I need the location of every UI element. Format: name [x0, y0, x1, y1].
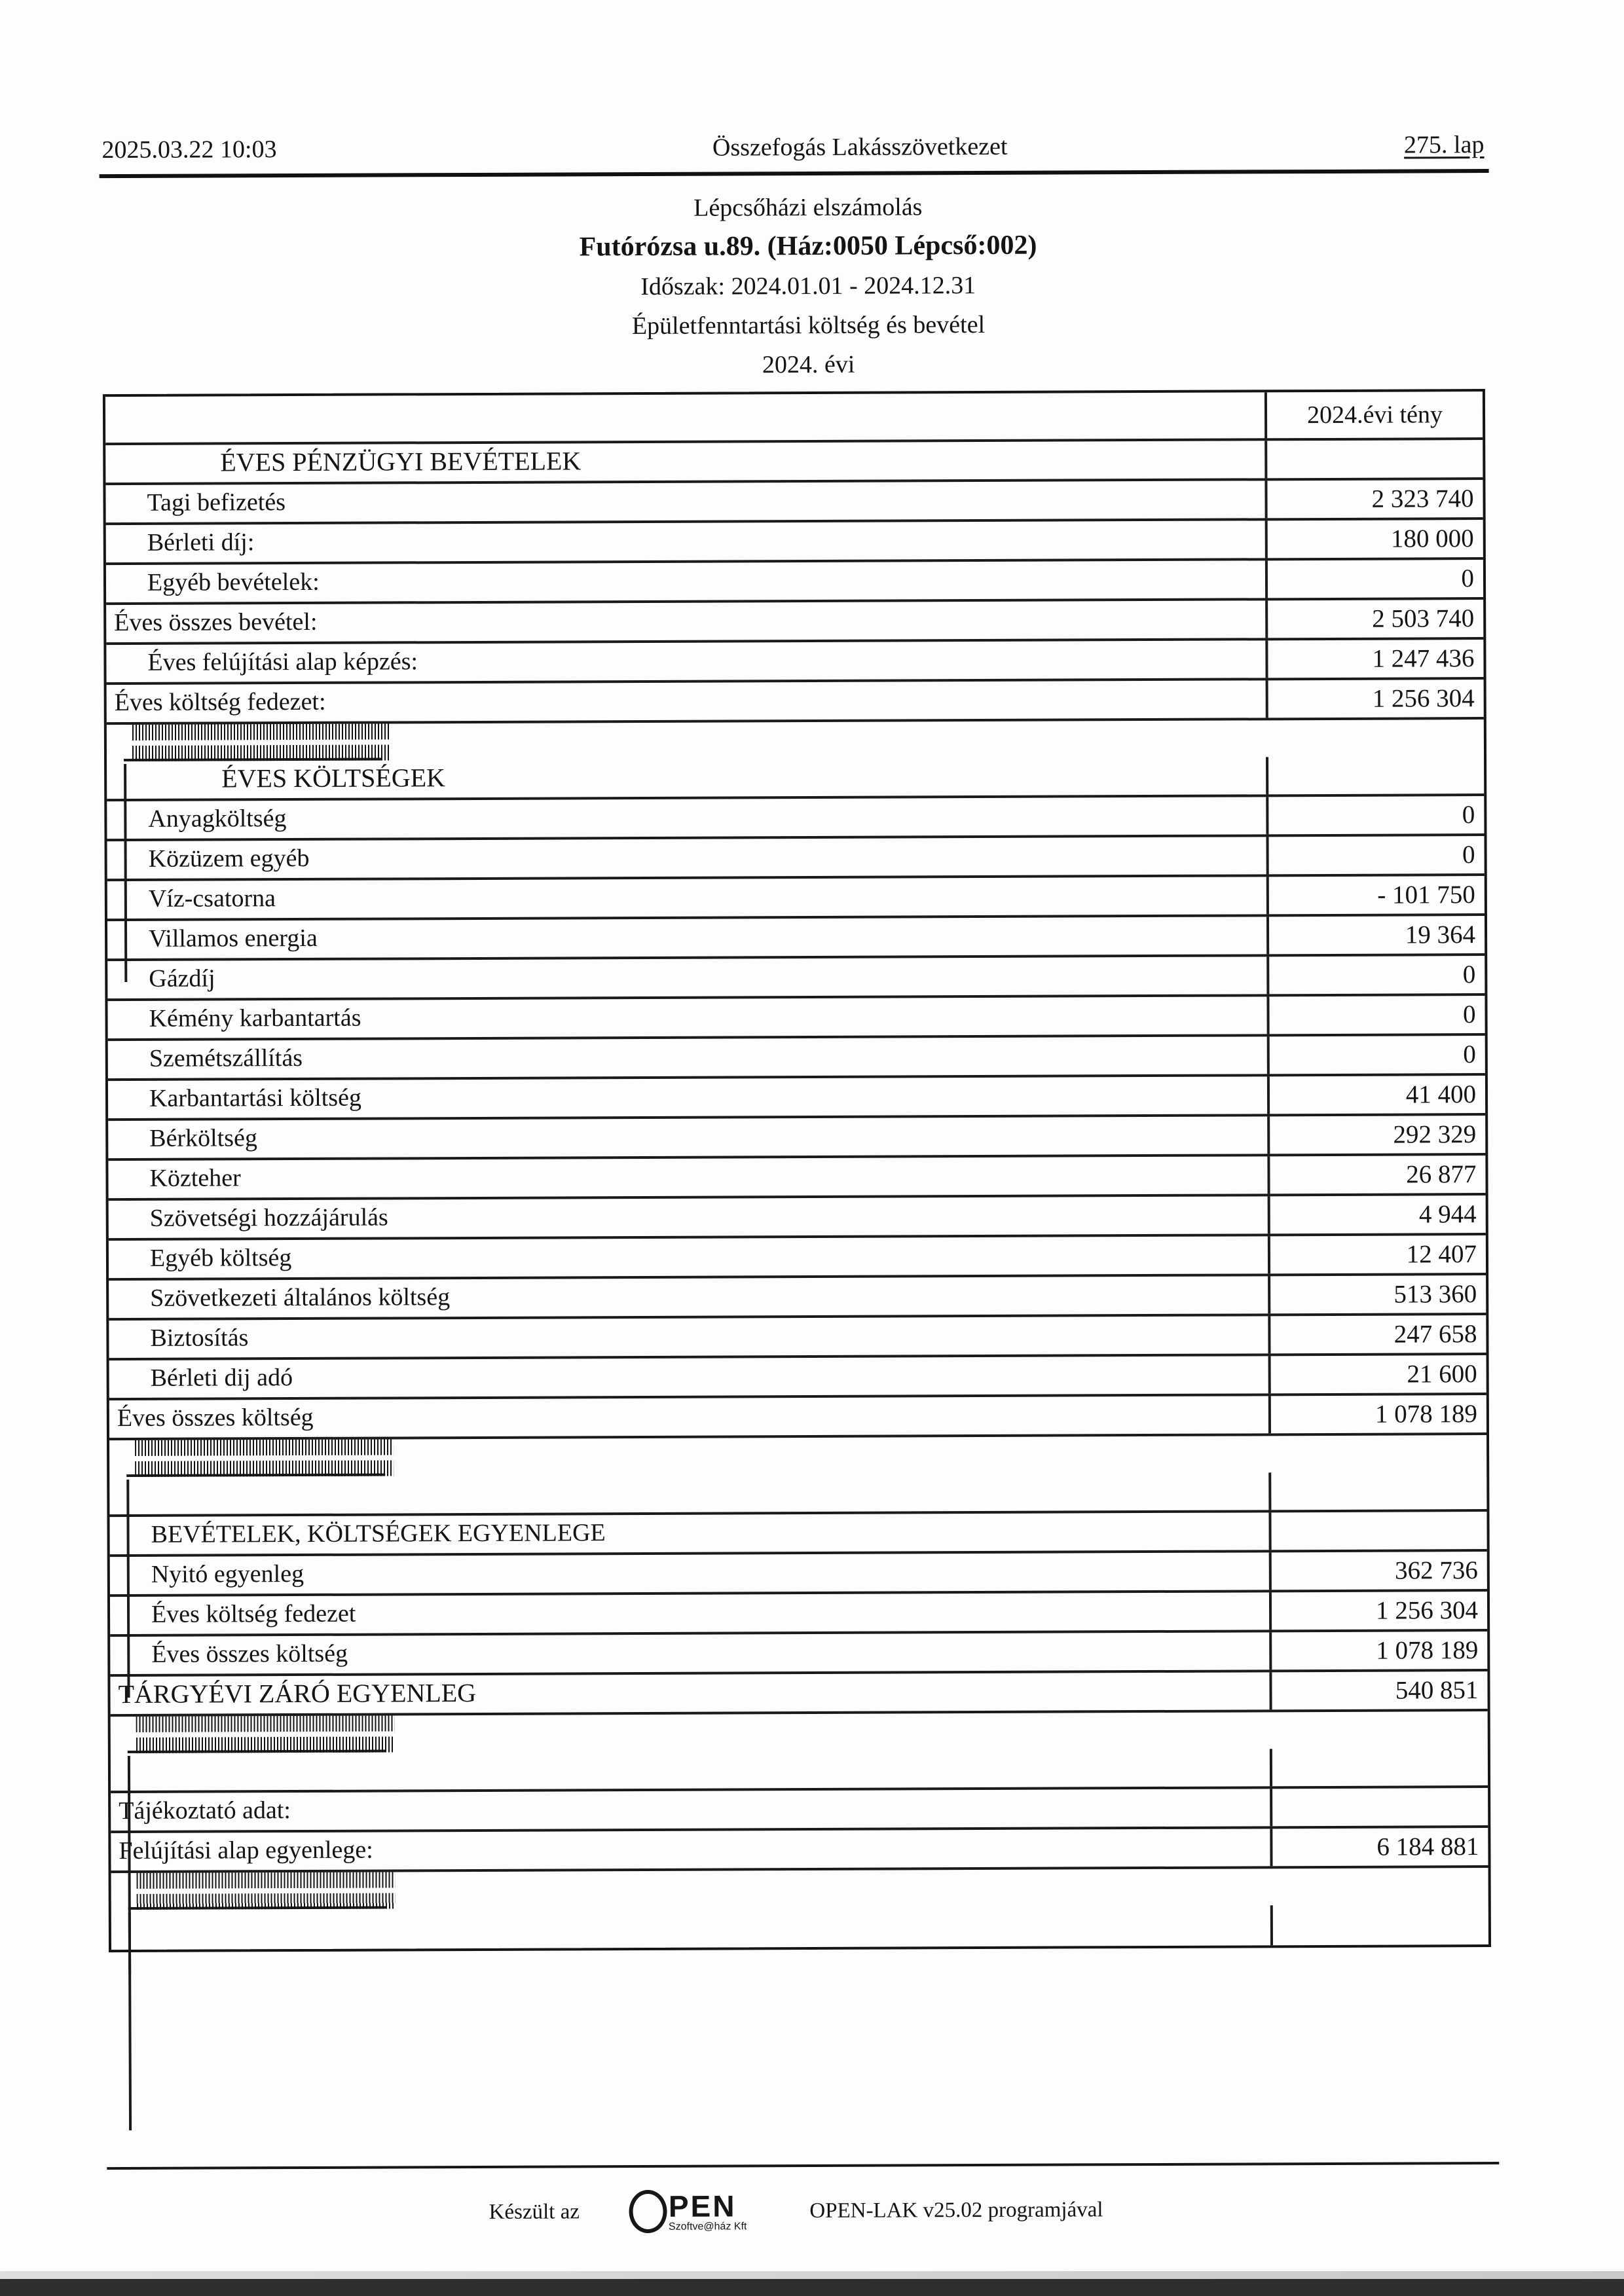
row-label: Karbantartási költség — [149, 1084, 362, 1112]
table-row — [110, 1631, 1487, 1677]
row-label — [111, 1766, 1270, 1774]
barcode-strip-icon — [132, 723, 391, 761]
row-value — [1270, 1788, 1488, 1826]
row-label: ÉVES PÉNZÜGYI BEVÉTELEK — [220, 445, 581, 477]
barcode-bars — [136, 1736, 395, 1753]
row-value — [1268, 1472, 1486, 1510]
logo-circle-icon — [629, 2190, 667, 2233]
table-row — [111, 1828, 1488, 1873]
row-label: Éves összes költség — [117, 1403, 314, 1432]
table-row — [109, 1235, 1486, 1281]
row-value: 0 — [1267, 1036, 1485, 1074]
table-row — [128, 1716, 386, 1754]
row-value — [1266, 756, 1484, 794]
row-value — [1268, 1512, 1486, 1550]
table-row — [108, 1156, 1485, 1201]
table-row — [124, 724, 382, 762]
table-row — [109, 1395, 1486, 1440]
row-value: 247 658 — [1268, 1315, 1486, 1353]
logo-wordmark — [668, 2188, 747, 2232]
report-period: Időszak: 2024.01.01 - 2024.12.31 — [640, 272, 976, 301]
row-value — [1264, 440, 1483, 478]
row-value: 0 — [1265, 560, 1483, 598]
row-label — [115, 723, 391, 764]
row-label: Közteher — [149, 1163, 241, 1192]
table-row — [107, 916, 1485, 961]
row-label: BEVÉTELEK, KÖLTSÉGEK EGYENLEGE — [151, 1518, 606, 1548]
row-label: Éves összes bevétel: — [114, 608, 318, 636]
table-row — [108, 1036, 1485, 1081]
row-label: Víz-csatorna — [148, 884, 276, 913]
table-row — [109, 1472, 1486, 1517]
barcode-bars — [132, 744, 391, 761]
row-label: TÁRGYÉVI ZÁRÓ EGYENLEG — [118, 1677, 477, 1709]
table-row — [108, 1076, 1485, 1121]
row-value: 12 407 — [1268, 1235, 1486, 1273]
table-row — [105, 440, 1483, 485]
row-value: 41 400 — [1267, 1076, 1485, 1114]
row-label: Bérköltség — [149, 1123, 257, 1152]
table-row — [107, 956, 1485, 1001]
row-value: 6 184 881 — [1270, 1828, 1488, 1866]
barcode-bars — [135, 1439, 394, 1456]
row-label: Gázdíj — [149, 964, 215, 993]
table-row — [106, 600, 1483, 645]
row-label: Bérleti díj: — [147, 528, 255, 556]
row-value: 1 078 189 — [1268, 1395, 1486, 1433]
page-number-label: 275. lap — [1403, 131, 1485, 159]
row-value: 1 256 304 — [1269, 1592, 1487, 1630]
row-label: Éves költség fedezet — [151, 1599, 356, 1628]
open-software-logo-icon — [629, 2189, 747, 2233]
table-row — [105, 480, 1483, 525]
row-label: Biztosítás — [150, 1323, 249, 1352]
report-title: Lépcsőházi elszámolás — [693, 193, 923, 222]
row-value: 180 000 — [1265, 520, 1483, 558]
table-row — [110, 1552, 1487, 1597]
row-value: 19 364 — [1266, 916, 1485, 954]
row-label: Tagi befizetés — [147, 488, 286, 517]
table-row — [107, 796, 1484, 841]
row-label: Bérleti dij adó — [150, 1363, 293, 1392]
table-row — [109, 1275, 1486, 1321]
table-row — [106, 640, 1483, 685]
row-label — [105, 414, 1264, 421]
table-row — [126, 1440, 385, 1478]
row-label: Felújítási alap egyenlege: — [119, 1836, 373, 1865]
row-value: 513 360 — [1268, 1275, 1486, 1313]
table-row — [109, 1315, 1486, 1360]
row-label: Kémény karbantartás — [149, 1004, 361, 1032]
row-label: Éves felújítási alap képzés: — [147, 647, 418, 676]
row-label: Éves költség fedezet: — [114, 687, 326, 716]
row-value: 2 323 740 — [1264, 480, 1483, 518]
row-value — [1270, 1904, 1488, 1945]
organization-name: Összefogás Lakásszövetkezet — [712, 132, 1008, 162]
row-value: 0 — [1266, 796, 1484, 834]
row-label: Nyitó egyenleg — [151, 1559, 304, 1588]
table-row — [107, 756, 1484, 801]
table-row — [107, 876, 1485, 921]
report-year: 2024. évi — [762, 350, 855, 379]
page-footer — [3, 2186, 1624, 2236]
row-label: Szövetkezeti általános költség — [150, 1283, 451, 1312]
row-value: 0 — [1266, 996, 1485, 1034]
row-value: - 101 750 — [1266, 876, 1485, 914]
footer-rule — [107, 2162, 1499, 2170]
header-rule — [100, 169, 1489, 178]
row-label: Szövetségi hozzájárulás — [149, 1203, 388, 1232]
settlement-table — [103, 389, 1491, 1952]
table-row — [110, 1671, 1487, 1717]
barcode-bars — [136, 1715, 395, 1732]
report-subtitle: Épületfenntartási költség és bevétel — [631, 310, 986, 340]
barcode-strip-icon — [136, 1715, 395, 1753]
table-row — [111, 1748, 1488, 1793]
row-value: 1 256 304 — [1266, 680, 1484, 718]
table-row — [109, 1355, 1486, 1400]
row-value: 26 877 — [1267, 1156, 1485, 1194]
print-timestamp: 2025.03.22 10:03 — [101, 136, 277, 164]
row-label: Éves összes költség — [151, 1639, 348, 1668]
building-address: Futórózsa u.89. (Ház:0050 Lépcső:002) — [579, 230, 1037, 263]
table-row — [108, 1116, 1485, 1161]
row-label: Egyéb bevételek: — [147, 568, 320, 596]
row-value: 292 329 — [1267, 1116, 1485, 1154]
made-with-suffix: OPEN-LAK v25.02 programjával — [809, 2197, 1103, 2223]
table-row — [128, 1872, 387, 1910]
scan-edge-band — [0, 2279, 1624, 2296]
barcode-bars — [137, 1872, 396, 1889]
barcode-strip-icon — [137, 1872, 396, 1910]
row-value: 540 851 — [1269, 1671, 1487, 1709]
row-value: 21 600 — [1268, 1355, 1486, 1393]
row-label — [118, 1439, 394, 1480]
table-row — [111, 1904, 1488, 1950]
table-row — [107, 680, 1484, 725]
made-with-prefix: Készült az — [489, 2199, 580, 2224]
row-value: 4 944 — [1268, 1195, 1486, 1233]
table-row — [106, 560, 1483, 605]
row-label: Anyagköltség — [148, 804, 287, 833]
table-row — [107, 836, 1485, 881]
barcode-bars — [132, 723, 391, 740]
row-value — [1270, 1748, 1488, 1786]
table-row — [107, 996, 1485, 1041]
row-label: Közüzem egyéb — [148, 844, 310, 873]
row-label: Villamos energia — [149, 924, 318, 953]
logo-subtext: Szoftve@ház Kft — [669, 2220, 747, 2232]
row-label: Egyéb költség — [149, 1243, 292, 1272]
row-label — [111, 1924, 1270, 1931]
row-label: Szemétszállítás — [149, 1044, 303, 1072]
table-row — [106, 520, 1483, 565]
row-label: ÉVES KÖLTSÉGEK — [221, 762, 446, 793]
row-label — [109, 1490, 1268, 1497]
row-value: 362 736 — [1269, 1552, 1487, 1590]
row-value: 2 503 740 — [1265, 600, 1483, 638]
barcode-bars — [137, 1893, 396, 1910]
table-row — [110, 1592, 1487, 1637]
row-label — [119, 1715, 395, 1756]
row-value: 0 — [1266, 836, 1485, 874]
barcode-strip-icon — [135, 1439, 394, 1477]
table-row — [109, 1512, 1486, 1557]
page-header — [101, 132, 1484, 164]
row-value: 0 — [1266, 956, 1485, 994]
row-value: 2024.évi tény — [1264, 392, 1483, 438]
row-label: Tájékoztató adat: — [119, 1796, 291, 1825]
table-row — [105, 392, 1483, 445]
barcode-bars — [135, 1460, 394, 1477]
row-label — [120, 1872, 396, 1912]
row-value: 1 247 436 — [1265, 640, 1483, 678]
logo-text: PEN — [668, 2188, 737, 2223]
table-row — [109, 1195, 1486, 1241]
row-value: 1 078 189 — [1269, 1631, 1487, 1669]
table-row — [111, 1788, 1488, 1833]
